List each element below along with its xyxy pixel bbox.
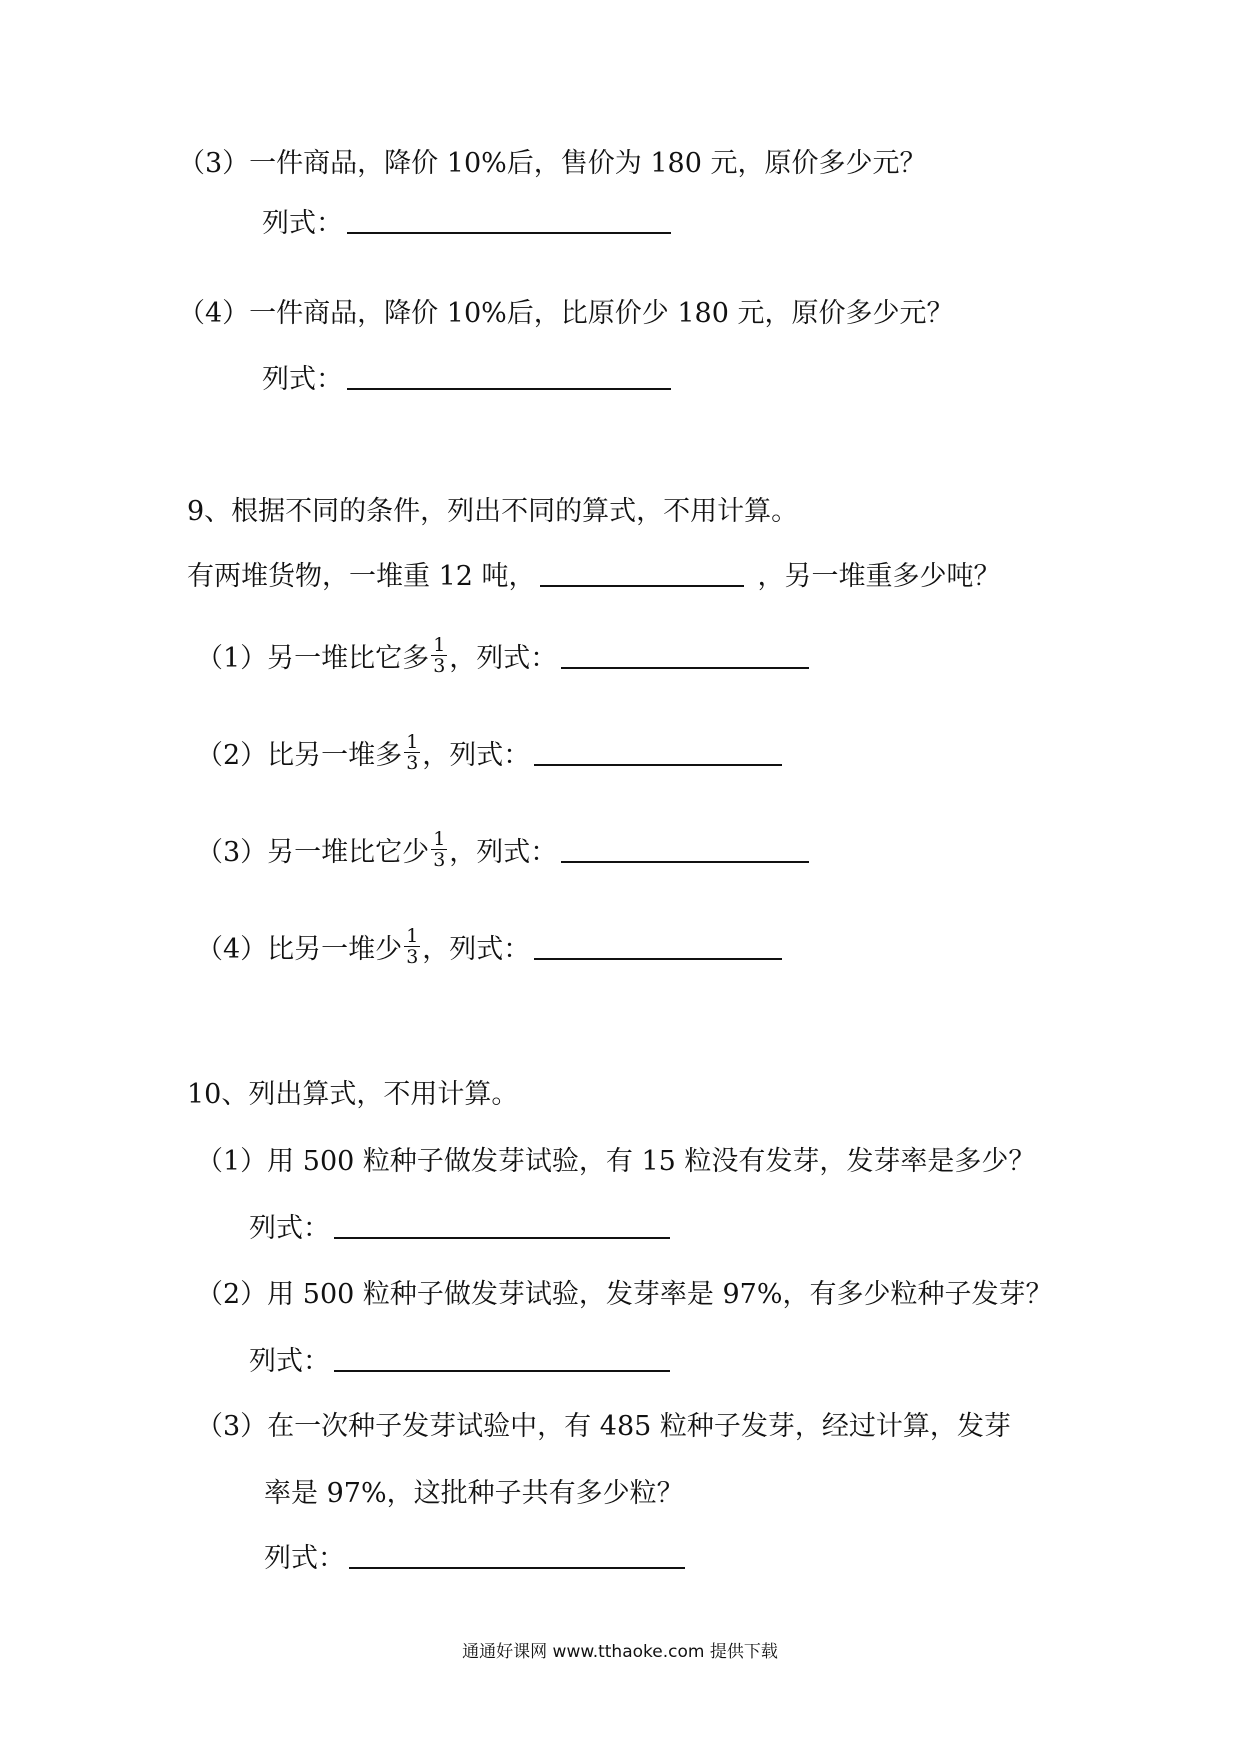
- answer-blank[interactable]: [347, 208, 671, 234]
- q10-part1-text: （1）用 500 粒种子做发芽试验，有 15 粒没有发芽，发芽率是多少？: [196, 1146, 1036, 1177]
- fraction-numerator: 1: [433, 828, 446, 850]
- fraction-numerator: 1: [433, 634, 446, 656]
- q10-part2-answer-row: [249, 1344, 670, 1380]
- fraction-denominator: 3: [406, 752, 419, 774]
- q9-item-prefix: （3）另一堆比它少: [196, 837, 430, 868]
- q9-item-suffix: ，列式：: [422, 934, 531, 965]
- answer-label: 列式：: [262, 208, 343, 239]
- answer-blank[interactable]: [561, 837, 809, 863]
- answer-label: 列式：: [249, 1346, 330, 1377]
- fraction-denominator: 3: [406, 946, 419, 968]
- q9-item: [196, 828, 809, 874]
- answer-blank[interactable]: [349, 1543, 685, 1569]
- answer-blank[interactable]: [534, 740, 782, 766]
- fraction-numerator: 1: [406, 731, 419, 753]
- page-footer: 通通好课网 www.tthaoke.com 提供下载: [462, 1642, 778, 1662]
- q10-part2-text: （2）用 500 粒种子做发芽试验，发芽率是 97%，有多少粒种子发芽？: [196, 1279, 1053, 1310]
- q9-item-suffix: ，列式：: [449, 837, 558, 868]
- fraction: [404, 732, 420, 773]
- q9-stem-before: 有两堆货物，一堆重 12 吨，: [187, 561, 536, 592]
- answer-blank[interactable]: [561, 643, 809, 669]
- answer-blank[interactable]: [347, 364, 671, 390]
- answer-blank[interactable]: [334, 1213, 670, 1239]
- q9-item-suffix: ，列式：: [449, 643, 558, 674]
- q8-part4-text: （4）一件商品，降价 10%后，比原价少 180 元，原价多少元？: [178, 298, 954, 329]
- condition-blank[interactable]: [540, 561, 744, 587]
- fraction: [431, 829, 447, 870]
- fraction-numerator: 1: [406, 925, 419, 947]
- answer-label: 列式：: [249, 1213, 330, 1244]
- q9-stem-after: ，另一堆重多少吨？: [757, 561, 1001, 592]
- fraction-denominator: 3: [433, 849, 446, 871]
- answer-label: 列式：: [264, 1543, 345, 1574]
- fraction: [431, 635, 447, 676]
- q8-part3-answer-row: [262, 206, 671, 242]
- q10-part3-text-line1: （3）在一次种子发芽试验中，有 485 粒种子发芽，经过计算，发芽: [196, 1411, 1011, 1442]
- fraction-denominator: 3: [433, 655, 446, 677]
- answer-blank[interactable]: [334, 1346, 670, 1372]
- q9-item-prefix: （1）另一堆比它多: [196, 643, 430, 674]
- fraction: [404, 926, 420, 967]
- q9-item: [196, 634, 809, 680]
- answer-label: 列式：: [262, 364, 343, 395]
- q8-part4-answer-row: [262, 362, 671, 398]
- q10-part1-answer-row: [249, 1211, 670, 1247]
- q9-item-prefix: （2）比另一堆多: [196, 740, 403, 771]
- q9-item-prefix: （4）比另一堆少: [196, 934, 403, 965]
- answer-blank[interactable]: [534, 934, 782, 960]
- q9-title: 9、根据不同的条件，列出不同的算式，不用计算。: [187, 496, 799, 527]
- q9-item: [196, 925, 782, 971]
- q8-part3-text: （3）一件商品，降价 10%后，售价为 180 元，原价多少元？: [178, 148, 927, 179]
- q10-part3-answer-row: [264, 1541, 685, 1577]
- q9-item: [196, 731, 782, 777]
- q10-part3-text-line2: 率是 97%，这批种子共有多少粒？: [264, 1478, 684, 1509]
- q9-stem: [187, 559, 1001, 595]
- q10-title: 10、列出算式，不用计算。: [187, 1079, 519, 1110]
- q9-item-suffix: ，列式：: [422, 740, 531, 771]
